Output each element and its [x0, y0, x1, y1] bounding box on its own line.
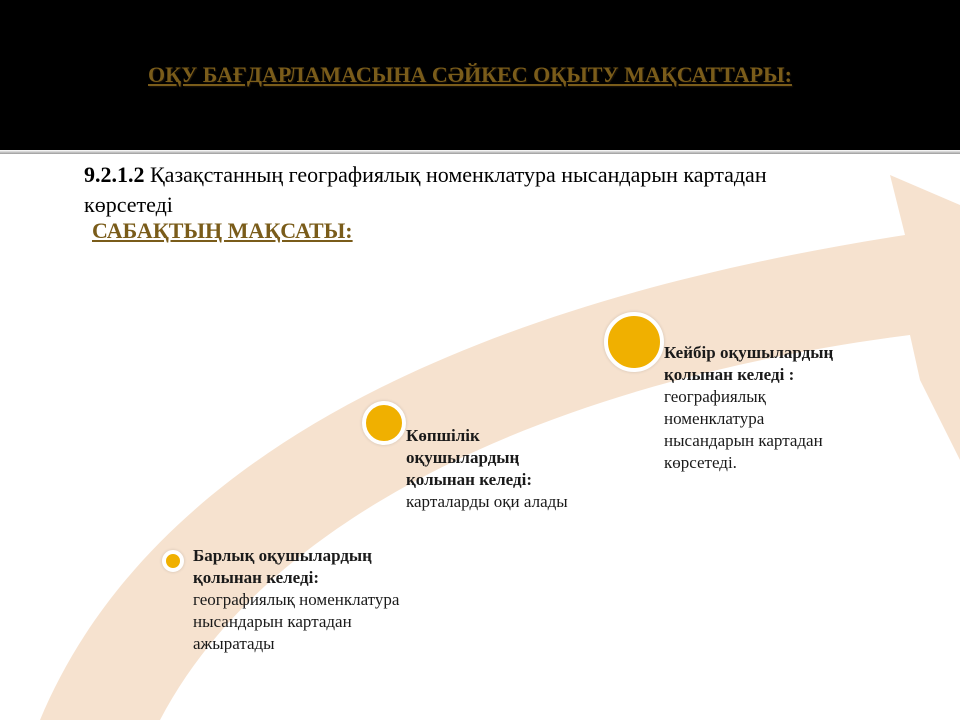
step-marker-dot-2	[362, 401, 406, 445]
step-2-heading: Көпшілік оқушылардың қолынан келеді:	[406, 426, 532, 489]
step-marker-dot-3	[604, 312, 664, 372]
step-1-text: географиялық номенклатура нысандарын картадан ажыратады	[193, 590, 400, 653]
step-1-heading: Барлық оқушылардың қолынан келеді:	[193, 546, 372, 587]
step-2	[406, 425, 586, 513]
header-title: ОҚУ БАҒДАРЛАМАСЫНА СӘЙКЕС ОҚЫТУ МАҚСАТТАРЫ:	[148, 62, 792, 87]
step-2-text: карталарды оқи алады	[406, 492, 568, 511]
step-3-heading: Кейбір оқушылардың қолынан келеді :	[664, 343, 834, 384]
objective-text: Қазақстанның географиялық номенклатура нысандарын картадан көрсетеді	[84, 162, 767, 217]
step-3-text: географиялық номенклатура нысандарын картадан көрсетеді.	[664, 387, 823, 472]
step-marker-dot-1	[162, 550, 184, 572]
step-1	[193, 545, 403, 655]
step-3	[664, 342, 854, 474]
objective-code: 9.2.1.2	[84, 162, 145, 187]
learning-objective	[84, 160, 844, 220]
lesson-goals-heading: САБАҚТЫҢ МАҚСАТЫ:	[92, 218, 353, 243]
